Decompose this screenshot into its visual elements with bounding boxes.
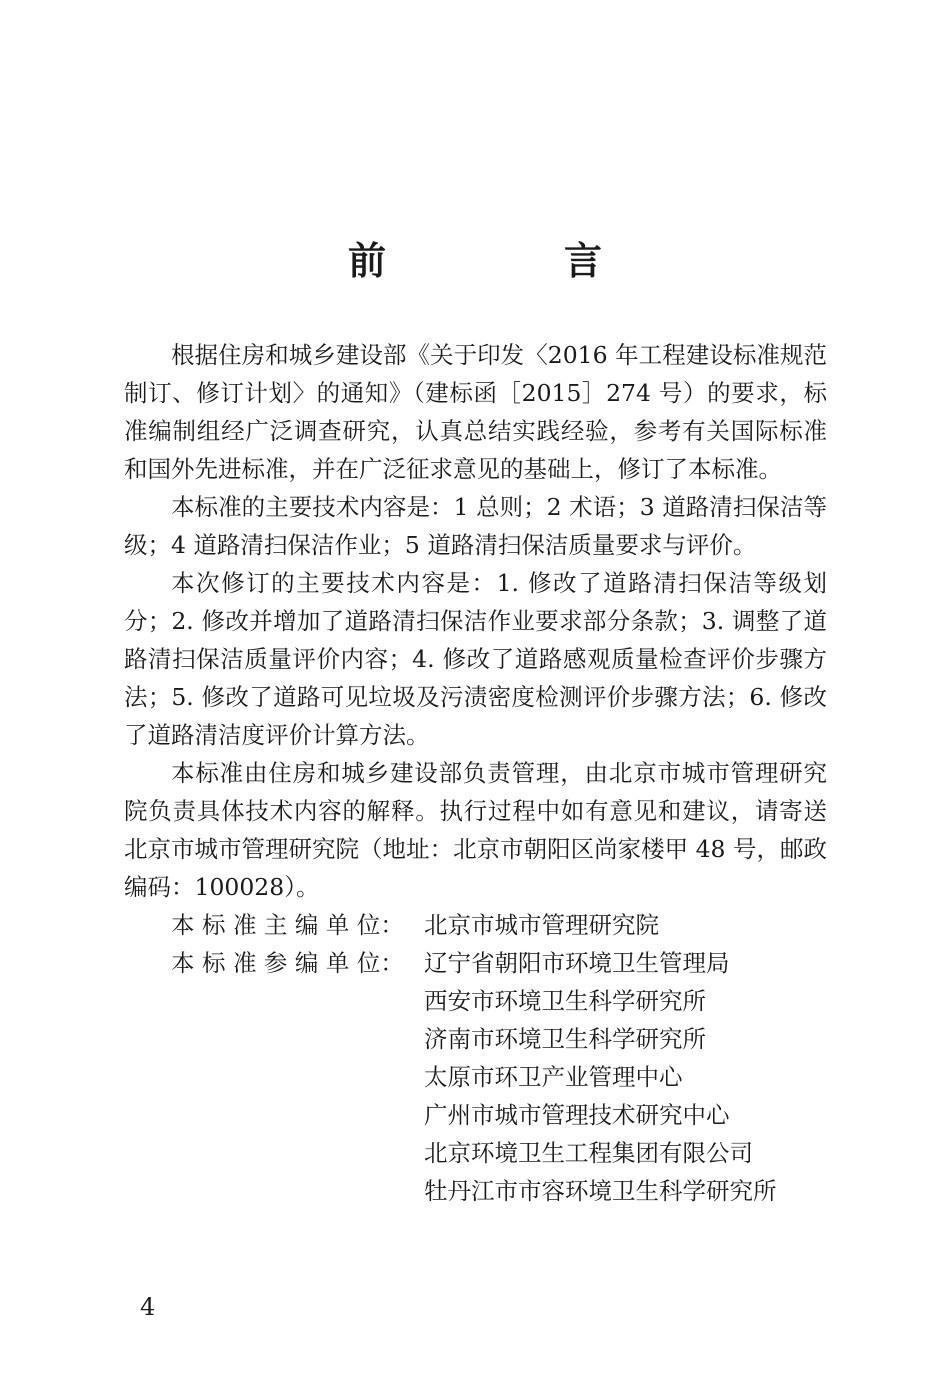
chief-editor-unit: 北京市城市管理研究院 — [424, 911, 659, 939]
paragraph-main-content: 本标准的主要技术内容是：1 总则；2 术语；3 道路清扫保洁等级；4 道路清扫保洁作业；5 道路清扫保洁质量要求与评价。 — [124, 493, 827, 559]
participating-unit: 北京环境卫生工程集团有限公司 — [424, 1139, 753, 1167]
participating-unit: 西安市环境卫生科学研究所 — [424, 987, 706, 1015]
participating-unit: 太原市环卫产业管理中心 — [424, 1063, 683, 1091]
participating-unit: 辽宁省朝阳市环境卫生管理局 — [424, 949, 730, 977]
participating-unit: 牡丹江市市容环境卫生科学研究所 — [424, 1177, 777, 1205]
page-title: 前 言 — [347, 238, 672, 283]
paragraph-management: 本标准由住房和城乡建设部负责管理，由北京市城市管理研究院负责具体技术内容的解释。执行过程中如有意见和建议，请寄送北京市城市管理研究院（地址：北京市朝阳区尚家楼甲 48 号，邮政编码：100028）。 — [124, 759, 827, 901]
participating-unit: 济南市环境卫生科学研究所 — [424, 1025, 706, 1053]
participating-unit: 广州市城市管理技术研究中心 — [424, 1101, 730, 1129]
participating-units-row — [124, 944, 827, 1210]
participating-units-label: 本 标 准 参 编 单 位： — [171, 949, 404, 977]
editing-units — [124, 906, 827, 1210]
preface-body — [124, 336, 827, 1210]
paragraph-background: 根据住房和城乡建设部《关于印发〈2016 年工程建设标准规范制订、修订计划〉的通知》（建标函［2015］274 号）的要求，标准编制组经广泛调查研究，认真总结实践经验，参考有关国际标准和国外先进标准，并在广泛征求意见的基础上，修订了本标准。 — [124, 341, 827, 483]
chief-editor-row — [124, 906, 827, 944]
chief-editor-label: 本 标 准 主 编 单 位： — [171, 911, 404, 939]
participating-units-list — [424, 944, 777, 1210]
page-number: 4 — [140, 1293, 156, 1321]
paragraph-revision-content: 本次修订的主要技术内容是：1. 修改了道路清扫保洁等级划分；2. 修改并增加了道路清扫保洁作业要求部分条款；3. 调整了道路清扫保洁质量评价内容；4. 修改了道路感观质量检查评价步骤方法；5. 修改了道路可见垃圾及污渍密度检测评价步骤方法；6. 修改了道路清洁度评价计算方法。 — [124, 569, 827, 749]
